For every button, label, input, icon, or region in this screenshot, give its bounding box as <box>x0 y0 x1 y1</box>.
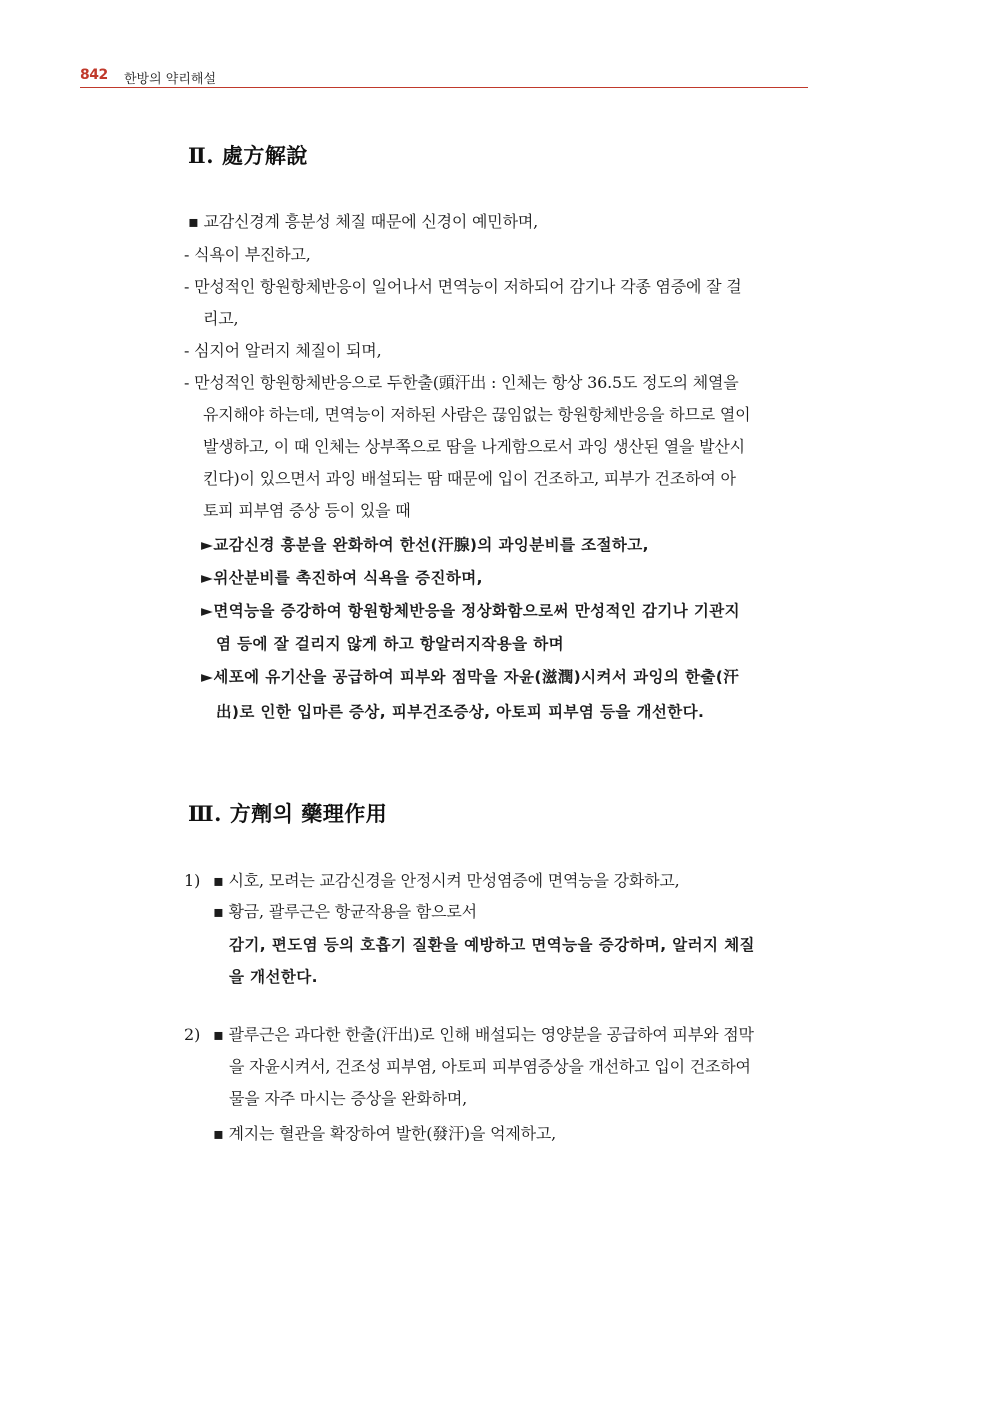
section-title-pharmacology: Ⅲ. 方劑의 藥理作用 <box>188 801 388 826</box>
effect-line: ►위산분비를 촉진하여 식욕을 증진하며, <box>201 569 483 587</box>
effect-line: 出)로 인한 입마른 증상, 피부건조증상, 아토피 피부염 등을 개선한다. <box>216 703 705 721</box>
text-line: 을 자윤시켜서, 건조성 피부염, 아토피 피부염증상을 개선하고 입이 건조하여 <box>229 1057 751 1076</box>
text-line: - 만성적인 항원항체반응이 일어나서 면역능이 저하되어 감기나 각종 염증에 잘 걸 <box>184 277 742 296</box>
text-line: 유지해야 하는데, 면역능이 저하된 사람은 끊임없는 항원항체반응을 하므로 열이 <box>203 405 751 424</box>
text-line: ▪ 괄루근은 과다한 한출(汗出)로 인해 배설되는 영양분을 공급하여 피부와 점막 <box>213 1025 754 1044</box>
running-title: 한방의 약리해설 <box>124 72 217 87</box>
text-line: ▪ 시호, 모려는 교감신경을 안정시켜 만성염증에 면역능을 강화하고, <box>213 871 680 890</box>
text-line: ▪ 계지는 혈관을 확장하여 발한(發汗)을 억제하고, <box>213 1124 556 1143</box>
text-line: 물을 자주 마시는 증상을 완화하며, <box>229 1089 468 1108</box>
text-line: - 만성적인 항원항체반응으로 두한출(頭汗出 : 인체는 항상 36.5도 정도의 체열을 <box>184 373 739 392</box>
text-line: 발생하고, 이 때 인체는 상부쪽으로 땀을 나게함으로서 과잉 생산된 열을 발산시 <box>203 437 745 456</box>
text-line: - 식욕이 부진하고, <box>184 245 311 264</box>
text-line: ▪ 황금, 괄루근은 항균작용을 함으로서 <box>213 902 477 921</box>
item-number: 1) <box>184 871 201 890</box>
effect-line: ►면역능을 증강하여 항원항체반응을 정상화함으로써 만성적인 감기나 기관지 <box>201 602 741 620</box>
item-number: 2) <box>184 1025 201 1044</box>
section-title-prescription: Ⅱ. 處方解說 <box>188 143 308 168</box>
text-line: 토피 피부염 증상 등이 있을 때 <box>203 501 411 520</box>
effect-line: 염 등에 잘 걸리지 않게 하고 항알러지작용을 하며 <box>216 635 565 653</box>
text-line: ▪ 교감신경계 흥분성 체질 때문에 신경이 예민하며, <box>188 212 538 231</box>
page-header <box>80 66 808 88</box>
text-line: 리고, <box>203 309 239 328</box>
effect-line: 감기, 편도염 등의 호흡기 질환을 예방하고 면역능을 증강하며, 알러지 체질 <box>229 936 755 954</box>
page-number: 842 <box>80 67 108 83</box>
effect-line: ►세포에 유기산을 공급하여 피부와 점막을 자윤(滋潤)시켜서 과잉의 한출(汗 <box>201 668 740 686</box>
effect-line: 을 개선한다. <box>229 968 318 986</box>
text-line: 킨다)이 있으면서 과잉 배설되는 땀 때문에 입이 건조하고, 피부가 건조하여 아 <box>203 469 736 488</box>
text-line: - 심지어 알러지 체질이 되며, <box>184 341 382 360</box>
effect-line: ►교감신경 흥분을 완화하여 한선(汗腺)의 과잉분비를 조절하고, <box>201 536 649 554</box>
